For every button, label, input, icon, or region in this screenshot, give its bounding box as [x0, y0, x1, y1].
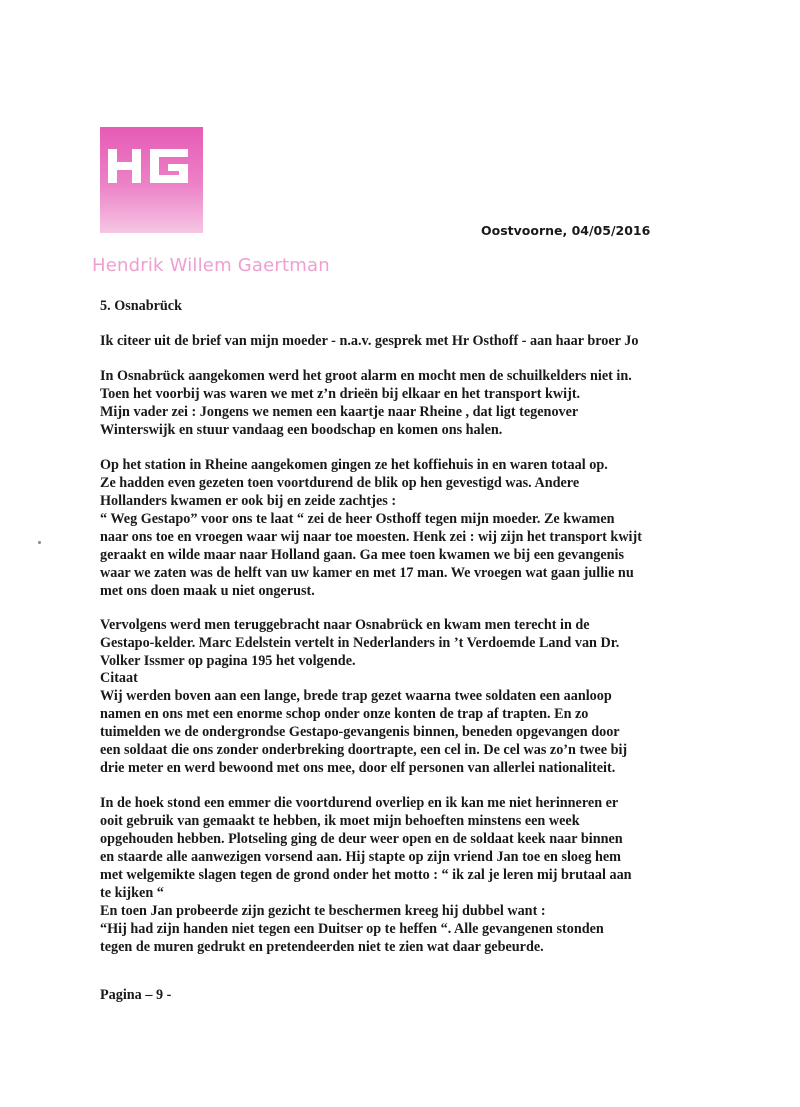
paragraph-line: “ Weg Gestapo” voor ons te laat “ zei de heer Osthoff tegen mijn moeder. Ze kwamen: [100, 511, 615, 527]
paragraph-line: Vervolgens werd men teruggebracht naar Osnabrück en kwam men terecht in de: [100, 617, 590, 633]
paragraph-line: Op het station in Rheine aangekomen gingen ze het koffiehuis in en waren totaal op.: [100, 457, 608, 473]
intro-line: Ik citeer uit de brief van mijn moeder - n.a.v. gesprek met Hr Osthoff - aan haar broer Jo: [100, 333, 639, 349]
paragraph-line: ooit gebruik van gemaakt te hebben, ik moet mijn behoeften minstens een week: [100, 813, 580, 829]
place-date: Oostvoorne, 04/05/2016: [481, 223, 651, 238]
page-number: Pagina – 9 -: [100, 987, 172, 1003]
section-heading: 5. Osnabrück: [100, 298, 182, 314]
scan-speck: [38, 541, 41, 544]
paragraph-line: geraakt en wilde maar naar Holland gaan. Ga mee toen kwamen we bij een gevangenis: [100, 547, 625, 563]
paragraph-line: En toen Jan probeerde zijn gezicht te beschermen kreeg hij dubbel want :: [100, 903, 546, 919]
paragraph-line: In Osnabrück aangekomen werd het groot alarm en mocht men de schuilkelders niet in.: [100, 368, 632, 384]
paragraph-line: tuimelden we de ondergrondse Gestapo-gevangenis binnen, beneden opgevangen door: [100, 724, 620, 740]
paragraph-line: Hollanders kwamen er ook bij en zeide zachtjes :: [100, 493, 397, 509]
paragraph-line: Mijn vader zei : Jongens we nemen een kaartje naar Rheine , dat ligt tegenover: [100, 404, 579, 420]
paragraph-line: met ons doen maak u niet ongerust.: [100, 583, 315, 599]
hg-logo-mark: [106, 149, 192, 183]
citation-label: Citaat: [100, 670, 138, 686]
company-name: Hendrik Willem Gaertman: [92, 255, 330, 276]
paragraph-line: opgehouden hebben. Plotseling ging de deur weer open en de soldaat keek naar binnen: [100, 831, 623, 847]
paragraph-line: een soldaat die ons zonder onderbreking doortrapte, een cel in. De cel was zo’n twee bij: [100, 742, 628, 758]
paragraph-line: “Hij had zijn handen niet tegen een Duitser op te heffen “. Alle gevangenen stonden: [100, 921, 604, 937]
paragraph-line: waar we zaten was de helft van uw kamer en met 17 man. We vroegen wat gaan jullie nu: [100, 565, 634, 581]
paragraph-line: In de hoek stond een emmer die voortdurend overliep en ik kan me niet herinneren er: [100, 795, 619, 811]
paragraph-line: met welgemikte slagen tegen de grond onder het motto : “ ik zal je leren mij brutaal aan: [100, 867, 632, 883]
paragraph-line: tegen de muren gedrukt en pretendeerden niet te zien wat daar gebeurde.: [100, 939, 544, 955]
company-logo: [100, 127, 203, 233]
paragraph-line: naar ons toe en vroegen waar wij naar toe moesten. Henk zei : wij zijn het transport kwijt: [100, 529, 642, 545]
paragraph-line: en staarde alle aanwezigen vorsend aan. Hij stapte op zijn vriend Jan toe en sloeg hem: [100, 849, 621, 865]
paragraph-line: namen en ons met een enorme schop onder onze konten de trap af trapten. En zo: [100, 706, 589, 722]
paragraph-line: Gestapo-kelder. Marc Edelstein vertelt in Nederlanders in ’t Verdoemde Land van Dr.: [100, 635, 620, 651]
paragraph-line: Toen het voorbij was waren we met z’n drieën bij elkaar en het transport kwijt.: [100, 386, 581, 402]
paragraph-line: Wij werden boven aan een lange, brede trap gezet waarna twee soldaten een aanloop: [100, 688, 612, 704]
paragraph-line: Winterswijk en stuur vandaag een boodschap en komen ons halen.: [100, 422, 503, 438]
paragraph-line: Volker Issmer op pagina 195 het volgende.: [100, 653, 356, 669]
paragraph-line: te kijken “: [100, 885, 164, 901]
paragraph-line: drie meter en werd bewoond met ons mee, door elf personen van allerlei nationaliteit.: [100, 760, 616, 776]
paragraph-line: Ze hadden even gezeten toen voortdurend de blik op hen gevestigd was. Andere: [100, 475, 580, 491]
